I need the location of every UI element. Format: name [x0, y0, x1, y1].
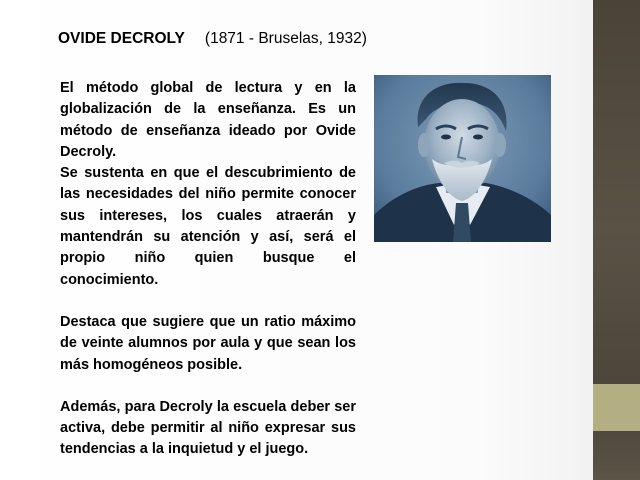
paragraph-school: Además, para Decroly la escuela deber ser activa, debe permitir al niño expresar sus tendencias a la inquietud y el juego.: [60, 398, 356, 458]
body-text: [60, 78, 356, 461]
portrait-tie: [453, 203, 471, 242]
portrait-ear-right: [494, 133, 506, 157]
paragraph-ratio: Destaca que sugiere que un ratio máximo de veinte alumnos por aula y que sean los más homogéneos posible.: [60, 313, 356, 373]
decorative-sidebar-top: [593, 0, 640, 384]
portrait-photo: [374, 75, 551, 242]
portrait-eye-right: [473, 135, 483, 140]
portrait-ear-left: [418, 133, 430, 157]
portrait-eye-left: [441, 135, 451, 140]
slide-title: [58, 30, 367, 48]
title-name: OVIDE DECROLY: [58, 30, 185, 47]
decorative-sidebar-accent: [593, 384, 640, 431]
title-dates: (1871 - Bruselas, 1932): [204, 30, 367, 47]
paragraph-needs: Se sustenta en que el descubrimiento de las necesidades del niño permite conocer sus intereses, los cuales atraerán y mantendrán su atención y así, será el propio niño quien busque el conocimiento.: [60, 165, 356, 288]
paragraph-intro: El método global de lectura y en la globalización de la enseñanza. Es un método de enseñanza ideado por Ovide Decroly.: [60, 80, 356, 160]
decorative-sidebar-bottom: [593, 431, 640, 480]
